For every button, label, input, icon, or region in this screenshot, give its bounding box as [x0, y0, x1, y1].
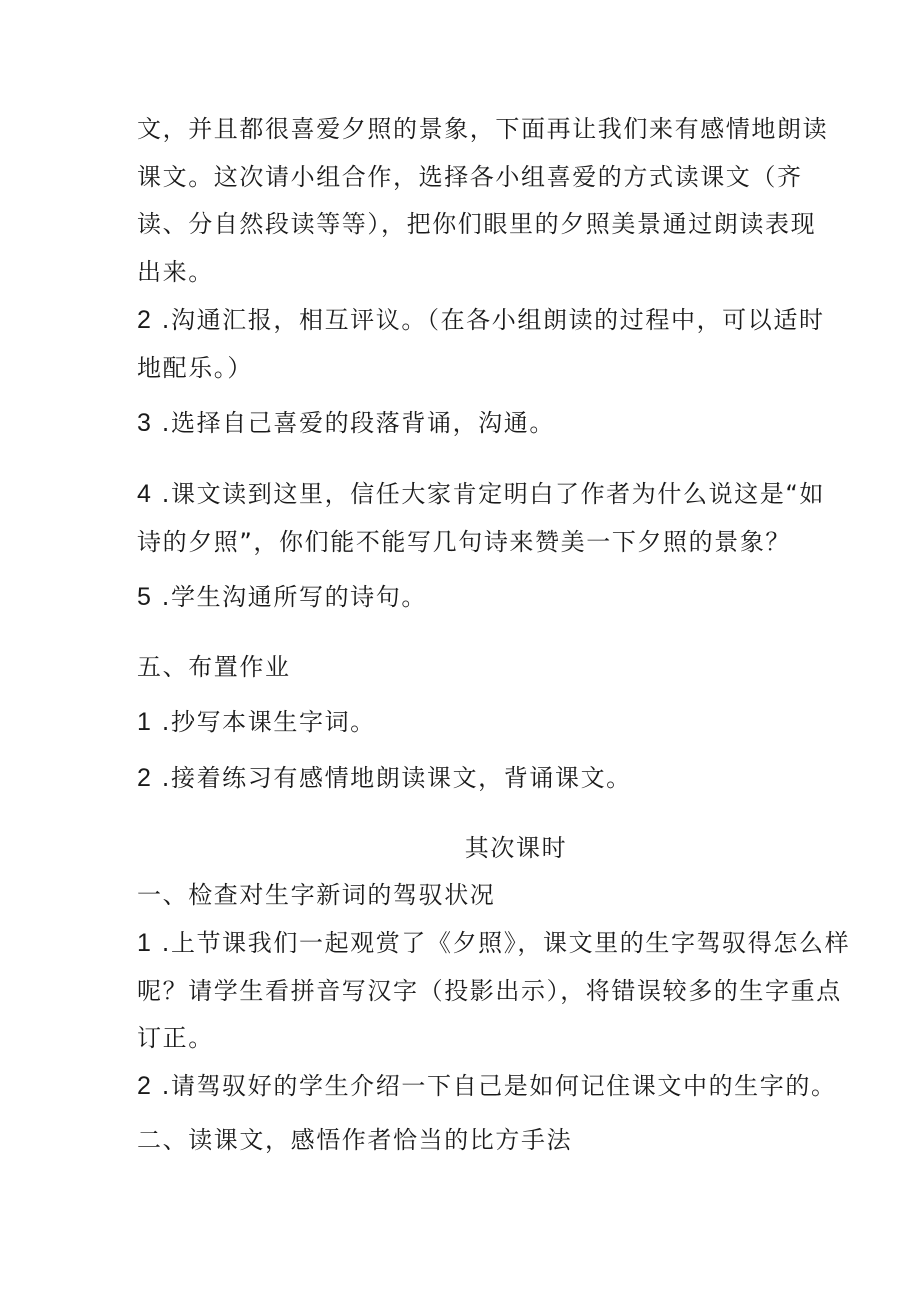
line-text: 一、检查对生字新词的驾驭状况	[137, 881, 496, 909]
list-number: 4	[137, 480, 153, 508]
list-item	[137, 407, 787, 439]
line-text: .上节课我们一起观赏了《夕照》，课文里的生字驾驭得怎么样	[152, 929, 851, 957]
line-text: 文，并且都很喜爱夕照的景象，下面再让我们来有感情地朗读	[137, 115, 829, 143]
line-text: 二、读课文，感悟作者恰当的比方手法	[137, 1126, 573, 1154]
list-number: 1	[137, 708, 153, 736]
line-text: 诗的夕照”，你们能不能写几句诗来赞美一下夕照的景象？	[137, 528, 792, 556]
line-text: .学生沟通所写的诗句。	[152, 583, 427, 611]
line-text: 订正。	[137, 1024, 214, 1052]
paragraph-line	[137, 256, 787, 288]
list-item	[137, 304, 825, 336]
paragraph-line	[137, 975, 842, 1007]
line-text: 五、布置作业	[137, 653, 291, 681]
list-item	[137, 581, 787, 613]
line-text: .选择自己喜爱的段落背诵，沟通。	[152, 409, 555, 437]
list-number: 2	[137, 1072, 153, 1100]
line-text: .请驾驭好的学生介绍一下自己是如何记住课文中的生字的。	[152, 1072, 837, 1100]
list-number: 3	[137, 409, 153, 437]
line-text: 出来。	[137, 258, 214, 286]
paragraph-line	[137, 526, 792, 558]
line-text: .接着练习有感情地朗读课文，背诵课文。	[152, 764, 632, 792]
line-text: 课文。这次请小组合作，选择各小组喜爱的方式读课文（齐	[137, 163, 803, 191]
list-number: 2	[137, 764, 153, 792]
list-item	[137, 1070, 837, 1102]
section-heading	[137, 1124, 787, 1156]
list-item	[137, 762, 787, 794]
list-number: 1	[137, 929, 153, 957]
list-item	[137, 927, 851, 959]
list-number: 5	[137, 583, 153, 611]
paragraph-line	[137, 352, 787, 384]
line-text: 读、分自然段读等等），把你们眼里的夕照美景通过朗读表现	[137, 210, 817, 238]
line-text: 呢？请学生看拼音写汉字（投影出示），将错误较多的生字重点	[137, 977, 842, 1005]
line-text: 地配乐。）	[137, 354, 253, 382]
list-number: 2	[137, 306, 153, 334]
line-text: 其次课时	[464, 834, 568, 862]
section-heading	[137, 879, 787, 911]
paragraph-line	[137, 113, 829, 145]
paragraph-line	[137, 208, 817, 240]
section-heading	[137, 651, 787, 683]
line-text: .课文读到这里，信任大家肯定明白了作者为什么说这是“如	[152, 480, 826, 508]
paragraph-line	[137, 1022, 787, 1054]
list-item	[137, 706, 787, 738]
lesson-title	[0, 832, 920, 864]
list-item	[137, 478, 826, 510]
line-text: .抄写本课生字词。	[152, 708, 376, 736]
line-text: .沟通汇报，相互评议。（在各小组朗读的过程中，可以适时	[152, 306, 825, 334]
paragraph-line	[137, 161, 803, 193]
